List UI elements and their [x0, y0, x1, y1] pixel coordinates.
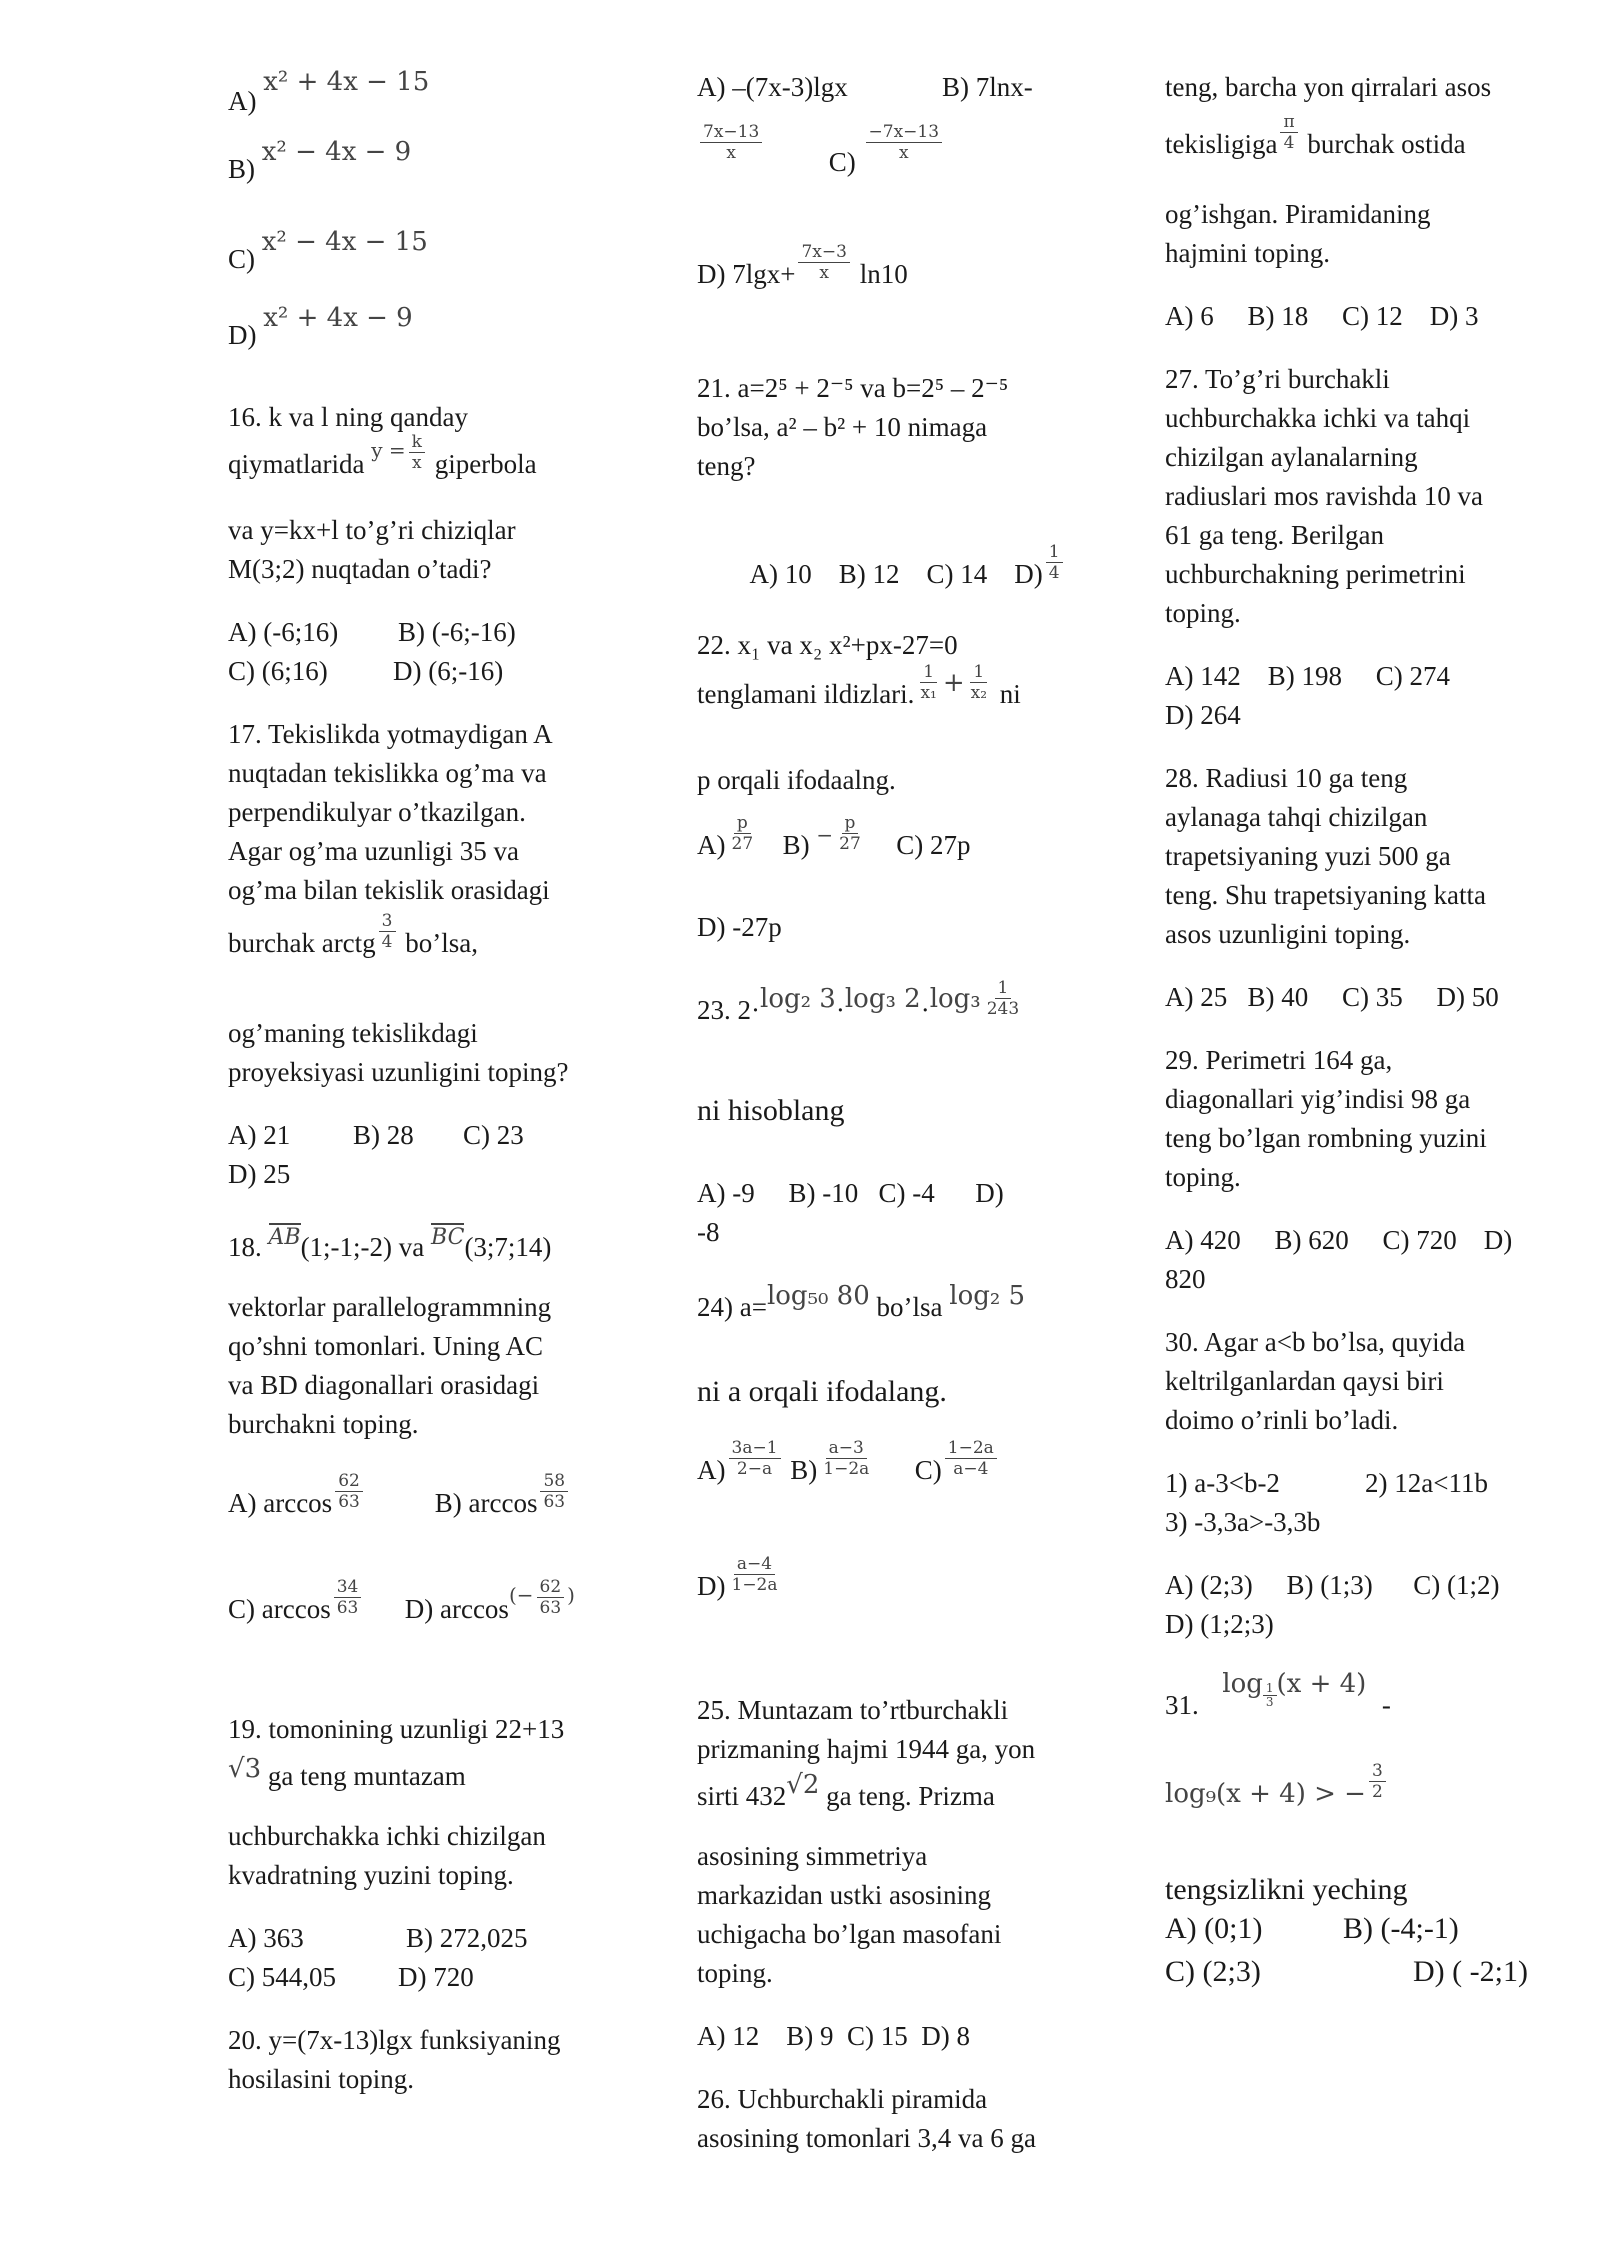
question-text: 61 ga teng. Berilgan: [1165, 520, 1384, 550]
question-16: [228, 398, 623, 691]
option-c: C) 27p: [896, 830, 971, 860]
numerator: 1: [1263, 1682, 1277, 1696]
question-text: p orqali ifodaalng.: [697, 765, 896, 795]
answer-options: D) (1;2;3): [1165, 1609, 1274, 1639]
question-number: 18.: [228, 1232, 262, 1262]
question-text: diagonallari yig’indisi 98 ga: [1165, 1084, 1471, 1114]
question-text: 16. k va l ning qanday: [228, 402, 468, 432]
question-text: ni hisoblang: [697, 1094, 845, 1127]
math-expression: log₉(x + 4) > −: [1165, 1779, 1366, 1809]
fraction: [729, 1438, 781, 1479]
question-22: [697, 626, 1092, 947]
question-text: kvadratning yuzini toping.: [228, 1860, 514, 1890]
question-text: teng, barcha yon qirralari asos: [1165, 72, 1492, 102]
text: C) arccos: [228, 1594, 331, 1624]
answer-options: [228, 652, 623, 691]
option-c: C) (2;3): [1165, 1955, 1261, 1988]
minus-sign: −: [816, 823, 834, 847]
text: A) arccos: [228, 1488, 333, 1518]
answer-options: [228, 1116, 623, 1155]
question-18: [228, 1218, 623, 1686]
numerator: 1: [970, 662, 987, 683]
question-text: 17. Tekislikda yotmaydigan A: [228, 719, 553, 749]
text: burchak arctg: [228, 928, 376, 958]
fraction: [1369, 1761, 1386, 1802]
text: burchak ostida: [1307, 129, 1466, 159]
option-c: C) (6;16): [228, 656, 328, 686]
option-b: B) (-6;-16): [398, 617, 516, 647]
numerator: 1: [1046, 542, 1063, 563]
option-label: D): [697, 1571, 726, 1601]
option-d: [404, 1577, 575, 1632]
denominator: 27: [731, 834, 754, 855]
fraction: [700, 122, 762, 163]
question-text: asos uzunligini toping.: [1165, 919, 1411, 949]
numerator: k: [409, 432, 425, 453]
denominator: 4: [1048, 563, 1060, 584]
answer-options: [1165, 1948, 1560, 1991]
answer-options: D) 264: [1165, 700, 1241, 730]
question-text: [1165, 1758, 1560, 1846]
question-text: teng bo’lgan rombning yuzini: [1165, 1123, 1487, 1153]
question-text: og’ishgan. Piramidaning: [1165, 199, 1431, 229]
fraction: [917, 662, 939, 703]
denominator: 27: [839, 834, 861, 855]
question-text: 30. Agar a<b bo’lsa, quyida: [1165, 1327, 1466, 1357]
question-text: 25. Muntazam to’rtburchakli: [697, 1695, 1009, 1725]
denominator: 1−2a: [823, 1459, 870, 1480]
numerator: 3a−1: [729, 1438, 781, 1459]
math-paren: ): [567, 1583, 575, 1607]
answer-options: [697, 1411, 1092, 1537]
fraction: [335, 1471, 363, 1512]
denominator: 3: [1265, 1695, 1274, 1710]
question-text: [228, 1218, 623, 1288]
numerator: a−4: [734, 1554, 775, 1575]
math-expression: log₂ 5: [949, 1281, 1026, 1311]
question-text: doimo o’rinli bo’ladi.: [1165, 1405, 1399, 1435]
question-20: [228, 2021, 623, 2099]
math-expression: y =: [371, 438, 406, 462]
answer-options: [697, 486, 1092, 602]
question-31: [1165, 1668, 1560, 1991]
option-label: D): [228, 320, 257, 350]
text: 23. 2·: [697, 995, 760, 1025]
fraction: [1280, 112, 1297, 153]
math-sqrt: √3: [228, 1754, 262, 1784]
question-26-continued: [1165, 68, 1560, 336]
answer-options: A) 12 B) 9 C) 15 D) 8: [697, 2021, 970, 2051]
question-text: prizmaning hajmi 1944 ga, yon: [697, 1734, 1036, 1764]
question-text: [228, 1749, 623, 1817]
question-text: asosining simmetriya: [697, 1841, 928, 1871]
fraction: [1046, 542, 1063, 583]
question-text: chizilgan aylanalarning: [1165, 442, 1418, 472]
question-text: teng?: [697, 451, 756, 481]
column-middle: [697, 68, 1092, 2158]
question-text: trapetsiyaning yuzi 500 ga: [1165, 841, 1451, 871]
question-text: hosilasini toping.: [228, 2064, 415, 2094]
answer-options: [1165, 1909, 1560, 1948]
option-b: [434, 1471, 571, 1526]
question-17: [228, 715, 623, 1194]
text: (1;-1;-2) va: [300, 1232, 425, 1262]
question-text: aylanaga tahqi chizilgan: [1165, 802, 1428, 832]
numerator: 7x−13: [700, 122, 762, 143]
question-text: [697, 1276, 1092, 1348]
denominator: 63: [336, 1598, 359, 1619]
option-label: B): [228, 154, 255, 184]
fraction: [540, 1471, 568, 1512]
q20-option-d: [697, 225, 1092, 345]
question-text: [697, 1769, 1092, 1837]
question-text: og’ma bilan tekislik orasidagi: [228, 875, 550, 905]
numerator: 34: [334, 1577, 362, 1598]
math-expression: log: [1222, 1669, 1263, 1699]
question-19: [228, 1710, 623, 1997]
minus-sign: -: [1381, 1690, 1391, 1720]
dot: ·: [920, 995, 930, 1025]
option-c: C) 23: [463, 1120, 524, 1150]
column-right: [1165, 68, 1560, 1991]
question-text: 21. a=2⁵ + 2⁻⁵ va b=2⁵ – 2⁻⁵: [697, 373, 1009, 403]
option-b: B) (-4;-1): [1343, 1912, 1459, 1945]
question-text: 22. x₁ va x₂ x²+px-27=0: [697, 630, 958, 660]
question-21: [697, 369, 1092, 602]
option-label: C): [828, 147, 856, 177]
text: ga teng. Prizma: [826, 1781, 995, 1811]
question-text: [1165, 1668, 1560, 1758]
question-text: toping.: [697, 1958, 773, 1988]
vector-ab: AB: [268, 1225, 301, 1250]
numerator: p: [842, 813, 859, 834]
fraction: [968, 662, 990, 703]
question-text: 19. tomonining uzunligi 22+13: [228, 1714, 565, 1744]
question-text: uchburchakka ichki va tahqi: [1165, 403, 1471, 433]
statement-2: 2) 12a<11b: [1365, 1468, 1488, 1498]
question-text: uchigacha bo’lgan masofani: [697, 1919, 1002, 1949]
denominator: 4: [381, 932, 393, 953]
option-a: A) (-6;16): [228, 617, 339, 647]
question-27: [1165, 360, 1560, 735]
question-text: [697, 971, 1092, 1067]
question-text: radiuslari mos ravishda 10 va: [1165, 481, 1483, 511]
option-a: A) –(7x-3)lgx: [697, 72, 848, 102]
math-expression: x² − 4x − 9: [261, 137, 412, 167]
math-sqrt: √2: [786, 1770, 820, 1800]
fraction: [379, 911, 396, 952]
option-label: A): [228, 86, 257, 116]
fraction: [836, 813, 864, 854]
option-d: D) -27p: [697, 912, 782, 942]
denominator: 2−a: [736, 1459, 773, 1480]
question-text: 26. Uchburchakli piramida: [697, 2084, 988, 2114]
question-text: va BD diagonallari orasidagi: [228, 1370, 540, 1400]
answer-options: A) 420 B) 620 C) 720 D): [1165, 1225, 1513, 1255]
denominator: 2: [1371, 1782, 1383, 1803]
question-25: [697, 1691, 1092, 2056]
option-d: D) 25: [228, 1159, 291, 1189]
question-text: asosining tomonlari 3,4 va 6 ga: [697, 2123, 1036, 2153]
question-26: [697, 2080, 1092, 2158]
question-text: bo’lsa, a² – b² + 10 nimaga: [697, 412, 988, 442]
answer-options: A) 25 B) 40 C) 35 D) 50: [1165, 982, 1499, 1012]
option-a: A) 363: [228, 1923, 304, 1953]
denominator: x: [726, 143, 736, 164]
q20-options-ab: [697, 68, 1092, 107]
question-text: burchakni toping.: [228, 1409, 419, 1439]
question-30: [1165, 1323, 1560, 1644]
denominator: x: [899, 143, 909, 164]
column-left: [228, 68, 623, 2099]
text: bo’lsa,: [405, 928, 478, 958]
numerator: 1: [920, 662, 937, 683]
text: tenglamani ildizlari.: [697, 679, 915, 709]
denominator: x₂: [970, 683, 988, 704]
denominator: 63: [539, 1598, 562, 1619]
question-23: [697, 971, 1092, 1252]
answer-options: A) -9 B) -10 C) -4 D): [697, 1178, 1004, 1208]
question-text: teng. Shu trapetsiyaning katta: [1165, 880, 1486, 910]
question-text: 27. To’g’ri burchakli: [1165, 364, 1390, 394]
denominator: x: [411, 453, 422, 474]
numerator: 62: [537, 1577, 565, 1598]
answer-options: -8: [697, 1217, 720, 1247]
denominator: x₁: [920, 683, 937, 704]
question-text: 20. y=(7x-13)lgx funksiyaning: [228, 2025, 561, 2055]
denominator: 63: [338, 1492, 360, 1513]
text: tekisligiga: [1165, 129, 1278, 159]
answer-options: [228, 1958, 623, 1997]
text: ni: [999, 679, 1021, 709]
option-b: B) 7lnx-: [942, 72, 1033, 102]
denominator: a−4: [953, 1459, 989, 1480]
dot: ·: [835, 995, 845, 1025]
numerator: 3: [1369, 1761, 1386, 1782]
option-c: C) 544,05: [228, 1962, 336, 1992]
math-expression: log₅₀ 80: [766, 1281, 870, 1311]
answer-options: [228, 1577, 623, 1686]
statement-1: 1) a-3<b-2: [1165, 1468, 1280, 1498]
question-text: hajmini toping.: [1165, 238, 1330, 268]
numerator: 58: [540, 1471, 568, 1492]
question-text: uchburchakka ichki chizilgan: [228, 1821, 546, 1851]
option-a: A) 21: [228, 1120, 291, 1150]
option-d: D) ( -2;1): [1413, 1955, 1528, 1988]
text: D) arccos: [404, 1594, 509, 1624]
denominator: 63: [543, 1492, 566, 1513]
question-text: tengsizlikni yeching: [1165, 1873, 1408, 1906]
answer-options: [697, 800, 1092, 908]
option-b: B) 28: [353, 1120, 414, 1150]
denominator: 4: [1283, 133, 1295, 154]
option-b: B) 272,025: [406, 1923, 528, 1953]
option-label: C): [228, 244, 255, 274]
question-text: [228, 432, 623, 511]
numerator: π: [1280, 112, 1297, 133]
options-text: A) 10 B) 12 C) 14 D): [749, 559, 1043, 589]
q15-option-c: [228, 222, 623, 298]
question-29: [1165, 1041, 1560, 1299]
fraction: [866, 122, 943, 163]
answer-options: [228, 613, 623, 652]
option-label: A): [697, 830, 726, 860]
numerator: 1−2a: [945, 1438, 997, 1459]
question-text: ni a orqali ifodalang.: [697, 1375, 947, 1408]
option-c: [228, 1577, 398, 1632]
text: 24) a=: [697, 1292, 767, 1322]
option-a: A) (0;1): [1165, 1912, 1263, 1945]
option-a: [228, 1471, 428, 1526]
question-text: og’maning tekislikdagi: [228, 1018, 478, 1048]
answer-options: A) (2;3) B) (1;3) C) (1;2): [1165, 1570, 1500, 1600]
numerator: −7x−13: [866, 122, 943, 143]
fraction: [798, 242, 849, 283]
answer-options: A) 6 B) 18 C) 12 D) 3: [1165, 301, 1479, 331]
question-text: toping.: [1165, 598, 1241, 628]
denominator: x: [819, 263, 829, 284]
q15-option-a: [228, 68, 623, 132]
option-label: B): [790, 1455, 818, 1485]
question-28: [1165, 759, 1560, 1017]
question-text: M(3;2) nuqtadan o’tadi?: [228, 554, 492, 584]
text: qiymatlarida: [228, 449, 365, 479]
question-24: [697, 1276, 1092, 1647]
question-text: va y=kx+l to’g’ri chiziqlar: [228, 515, 516, 545]
text: ga teng muntazam: [267, 1761, 466, 1791]
answer-options: 820: [1165, 1264, 1206, 1294]
answer-options: A) 142 B) 198 C) 274: [1165, 661, 1450, 691]
option-label: A): [697, 1455, 726, 1485]
question-text: 28. Radiusi 10 ga teng: [1165, 763, 1408, 793]
question-text: [697, 662, 1092, 737]
q20-options-bc: [697, 107, 1092, 225]
fraction: [984, 978, 1022, 1019]
question-text: nuqtadan tekislikka og’ma va: [228, 758, 547, 788]
question-text: 29. Perimetri 164 ga,: [1165, 1045, 1393, 1075]
question-text: vektorlar parallelogrammning: [228, 1292, 552, 1322]
question-text: proyeksiyasi uzunligini toping?: [228, 1057, 569, 1087]
fraction: [820, 1438, 872, 1479]
option-label: C): [914, 1455, 942, 1485]
q15-option-d: [228, 298, 623, 398]
text: bo’lsa: [876, 1292, 943, 1322]
text: D) 7lgx+: [697, 259, 796, 289]
text: giperbola: [434, 449, 537, 479]
numerator: 3: [379, 911, 396, 932]
question-text: [228, 910, 623, 990]
text: (3;7;14): [464, 1232, 552, 1262]
fraction: [409, 432, 425, 473]
plus-sign: +: [942, 668, 965, 698]
fraction: [537, 1577, 565, 1618]
numerator: p: [734, 813, 751, 834]
math-expression: log₃: [929, 984, 981, 1014]
answer-options: [228, 1444, 623, 1580]
math-expression: x² + 4x − 15: [263, 67, 430, 97]
answer-options: [697, 1537, 1092, 1647]
numerator: a−3: [826, 1438, 867, 1459]
answer-options: [228, 1919, 623, 1958]
option-label: B): [782, 830, 810, 860]
fraction: [334, 1577, 362, 1618]
fraction: [729, 813, 757, 854]
option-d: D) (6;-16): [393, 656, 504, 686]
question-text: uchburchakning perimetrini: [1165, 559, 1466, 589]
fraction: [1263, 1682, 1277, 1709]
question-number: 31.: [1165, 1690, 1199, 1720]
question-text: perpendikulyar o’tkazilgan.: [228, 797, 526, 827]
question-text: [1165, 107, 1560, 195]
q15-option-b: [228, 132, 623, 222]
fraction: [729, 1554, 781, 1595]
numerator: 1: [995, 978, 1012, 999]
math-paren: (−: [508, 1583, 534, 1607]
text: B) arccos: [434, 1488, 538, 1518]
text: sirti 432: [697, 1781, 787, 1811]
math-expression: log₃ 2: [844, 984, 921, 1014]
text: ln10: [859, 259, 908, 289]
question-text: markazidan ustki asosining: [697, 1880, 991, 1910]
statements: [1165, 1464, 1560, 1503]
denominator: 243: [986, 999, 1020, 1020]
denominator: 1−2a: [731, 1575, 778, 1596]
math-expression: x² + 4x − 9: [263, 303, 413, 333]
numerator: 62: [335, 1471, 363, 1492]
numerator: 7x−3: [798, 242, 849, 263]
math-expression: (x + 4): [1276, 1669, 1367, 1699]
question-text: keltrilganlardan qaysi biri: [1165, 1366, 1444, 1396]
question-text: qo’shni tomonlari. Uning AC: [228, 1331, 544, 1361]
vector-bc: BC: [431, 1225, 465, 1250]
math-expression: log₂ 3: [760, 984, 836, 1014]
statement-3: 3) -3,3a>-3,3b: [1165, 1507, 1321, 1537]
question-text: Agar og’ma uzunligi 35 va: [228, 836, 519, 866]
option-d: D) 720: [398, 1962, 474, 1992]
math-expression: x² − 4x − 15: [261, 227, 428, 257]
question-text: toping.: [1165, 1162, 1241, 1192]
fraction: [945, 1438, 997, 1479]
